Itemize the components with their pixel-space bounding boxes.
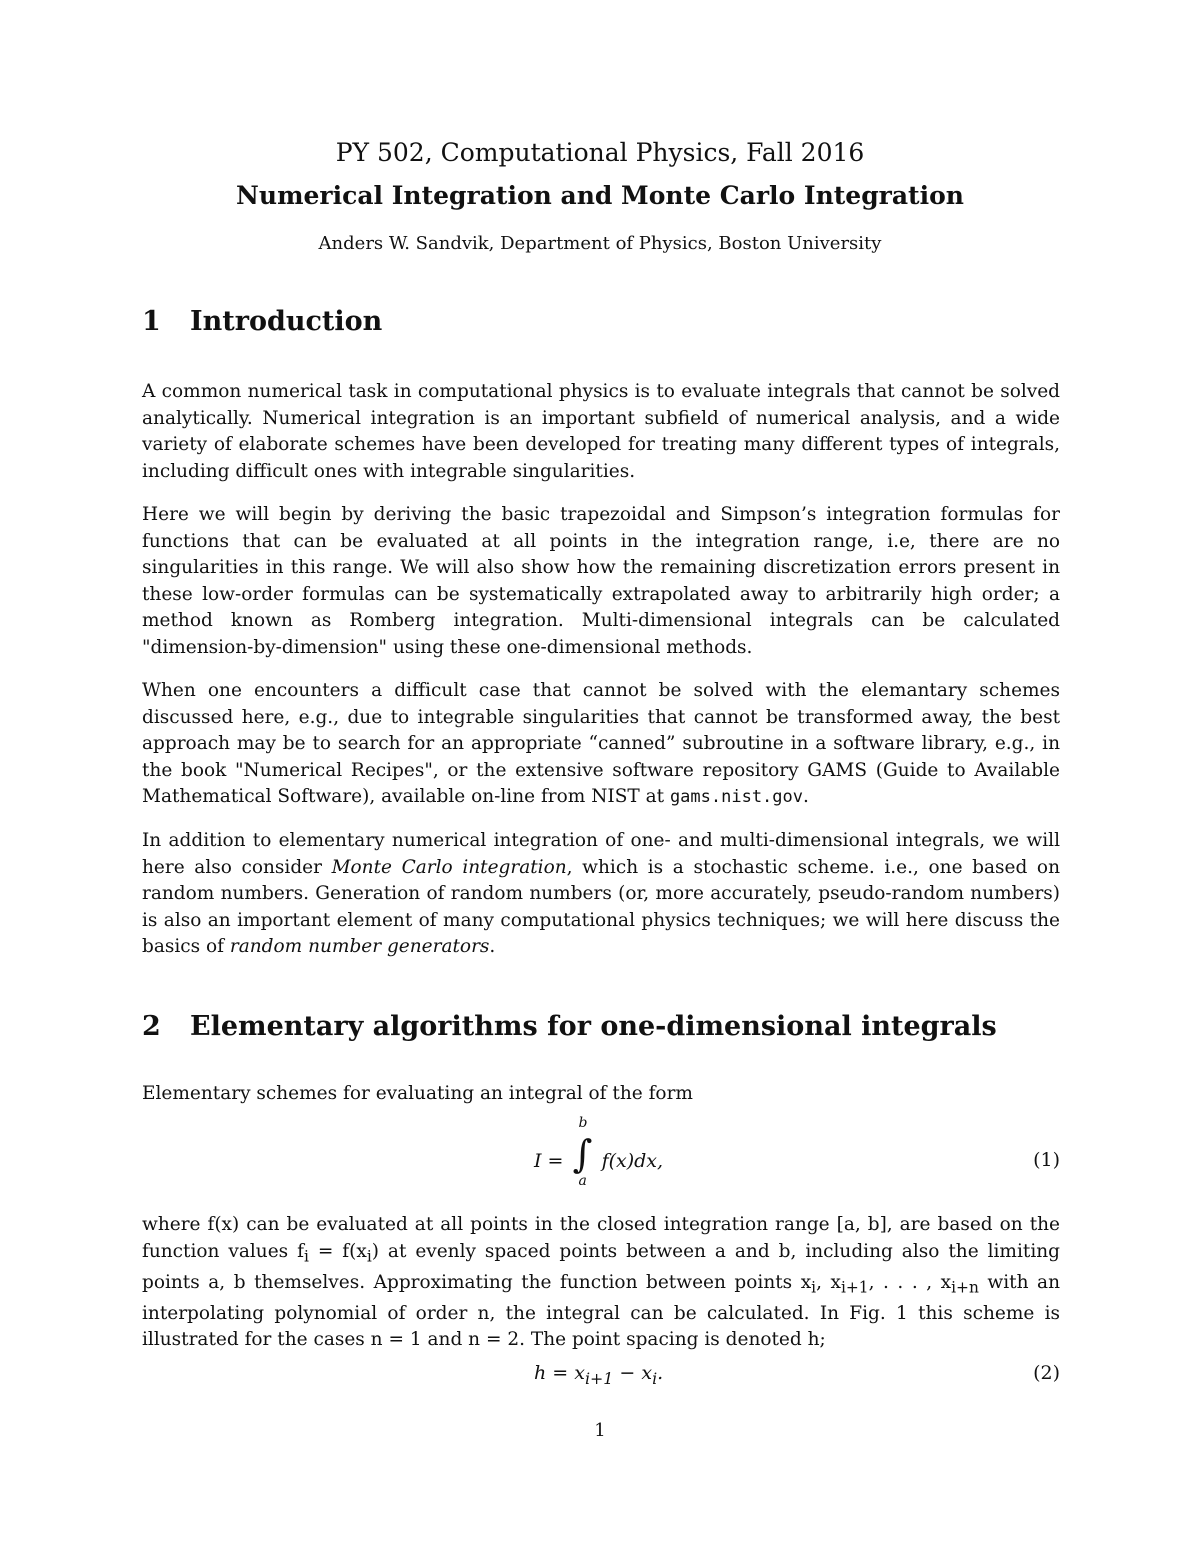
integral-sign	[570, 1115, 596, 1189]
equation-1-body	[534, 1115, 664, 1189]
paragraph-text: where f(x) can be evaluated at all points in the closed integration range [a, b], are based on the function values f	[142, 1214, 1060, 1262]
section-title: Introduction	[190, 306, 383, 337]
subscript: i	[811, 1278, 817, 1297]
paragraph-text: In addition to elementary numerical integration of one- and multi-dimensional integrals, we will here also consider	[142, 830, 1060, 878]
section-heading-2	[142, 1011, 997, 1042]
subscript: i+1	[584, 1368, 614, 1388]
paragraph-text: .	[803, 786, 809, 807]
equation-2-body	[534, 1362, 663, 1388]
section-heading-1	[142, 306, 382, 337]
subscript: i+n	[951, 1278, 979, 1297]
equation-text: − x	[613, 1362, 653, 1384]
section-number: 1	[142, 306, 161, 337]
gams-url-link[interactable]: gams.nist.gov	[669, 787, 803, 807]
upper-limit: b	[578, 1115, 588, 1131]
paragraph-text: , . . . , x	[868, 1271, 952, 1293]
paper-title: Numerical Integration and Monte Carlo Integration	[236, 181, 964, 210]
course-line: PY 502, Computational Physics, Fall 2016	[335, 138, 865, 167]
section-title: Elementary algorithms for one-dimensional integrals	[190, 1011, 997, 1042]
paragraph-text: When one encounters a difficult case that cannot be solved with the elemantary schemes discussed here, e.g., due to integrable singularities that cannot be transformed away, the best approach may be to search for an appropriate “canned” subroutine in a software library, e.g., in the book "Numerical Recipes", or the extensive software repository GAMS (Guide to Available Mathematical Software), available on-line from NIST at	[142, 680, 1060, 807]
equation-number: (2)	[1033, 1362, 1060, 1384]
subscript: i+1	[840, 1278, 869, 1297]
paragraph-text: .	[489, 936, 496, 957]
equation-text: h = x	[534, 1362, 585, 1384]
equation-number: (1)	[1033, 1149, 1060, 1171]
sec2-lead-text: Elementary schemes for evaluating an integral of the form	[142, 1083, 693, 1104]
equation-2	[142, 1362, 1060, 1422]
emphasis-text: Monte Carlo integration	[331, 856, 567, 878]
paragraph-text: , x	[816, 1271, 841, 1293]
equation-text: .	[657, 1362, 664, 1384]
paragraph-text: ) at evenly spaced points between a and b, including also the limiting points a, b themselves. Approximating the function between points x	[142, 1240, 1060, 1293]
equation-integrand: f(x)dx,	[601, 1150, 664, 1172]
equation-1	[142, 1115, 1060, 1195]
section-number: 2	[142, 1011, 161, 1042]
intro-paragraph-4	[142, 828, 1060, 961]
sec2-paragraph	[142, 1212, 1060, 1354]
intro-paragraph-2: Here we will begin by deriving the basic trapezoidal and Simpson’s integration formulas for functions that can be evaluated at all points in the integration range, i.e, there are no singularities in this range. We will also show how the remaining discretization errors present in these low-order formulas can be systematically extrapolated away to arbitrarily high order; a method known as Romberg integration. Multi-dimensional integrals can be calculated "dimension-by-dimension" using these one-dimensional methods.	[142, 504, 1060, 658]
paragraph-text: , which is a stochastic scheme. i.e., one based on random numbers. Generation of random numbers (or, more accurately, pseudo-random numbers) is also an important element of many computational physics techniques; we will here discuss the basics of	[142, 856, 1060, 957]
emphasis-text: random number generators	[229, 936, 490, 957]
paragraph-text: with an interpolating polynomial of order n, the integral can be calculated. In Fig. 1 this scheme is illustrated for the cases n = 1 and n = 2. The point spacing is denoted h;	[142, 1271, 1060, 1351]
subscript: i	[366, 1247, 372, 1266]
subscript: i	[652, 1368, 658, 1388]
intro-paragraph-3	[142, 678, 1060, 811]
intro-paragraph-1: A common numerical task in computational physics is to evaluate integrals that cannot be solved analytically. Numerical integration is an important subfield of numerical analysis, and a wide variety of elaborate schemes have been developed for treating many different types of integrals, including difficult ones with integrable singularities.	[142, 381, 1060, 482]
lower-limit: a	[578, 1173, 587, 1189]
page-number: 1	[594, 1420, 606, 1441]
paragraph-text: = f(x	[308, 1240, 367, 1262]
subscript: i	[303, 1247, 309, 1266]
author-line: Anders W. Sandvik, Department of Physics, Boston University	[318, 233, 882, 254]
equation-lhs: I =	[534, 1150, 564, 1172]
integral-symbol: ∫	[572, 1132, 593, 1176]
